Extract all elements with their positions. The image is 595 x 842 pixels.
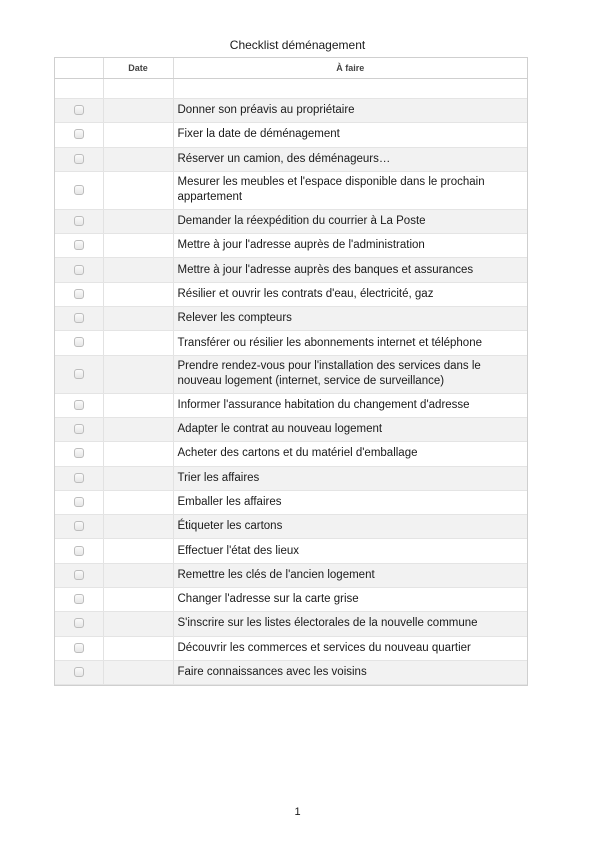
checkbox-cell xyxy=(55,490,103,514)
task-checkbox[interactable] xyxy=(74,240,84,250)
task-checkbox[interactable] xyxy=(74,667,84,677)
checkbox-cell xyxy=(55,234,103,258)
document-title: Checklist déménagement xyxy=(229,38,366,52)
task-checkbox[interactable] xyxy=(74,497,84,507)
task-checkbox[interactable] xyxy=(74,154,84,164)
task-checkbox[interactable] xyxy=(74,618,84,628)
task-cell: Mesurer les meubles et l'espace disponible dans le prochain appartement xyxy=(173,171,527,209)
table-row xyxy=(55,99,527,123)
task-cell: Relever les compteurs xyxy=(173,307,527,331)
task-checkbox[interactable] xyxy=(74,448,84,458)
table-row xyxy=(55,442,527,466)
task-cell: Remettre les clés de l'ancien logement xyxy=(173,563,527,587)
date-cell[interactable] xyxy=(103,171,173,209)
task-cell: Trier les affaires xyxy=(173,466,527,490)
table-row xyxy=(55,466,527,490)
date-cell[interactable] xyxy=(103,234,173,258)
table-row xyxy=(55,209,527,233)
checklist-table-container xyxy=(54,57,528,686)
table-row xyxy=(55,258,527,282)
date-cell[interactable] xyxy=(103,466,173,490)
checkbox-cell xyxy=(55,612,103,636)
empty-row xyxy=(55,79,527,99)
task-checkbox[interactable] xyxy=(74,473,84,483)
task-checkbox[interactable] xyxy=(74,289,84,299)
task-checkbox[interactable] xyxy=(74,424,84,434)
empty-cell xyxy=(55,79,103,99)
date-cell[interactable] xyxy=(103,588,173,612)
task-checkbox[interactable] xyxy=(74,369,84,379)
checkbox-cell xyxy=(55,539,103,563)
checkbox-cell xyxy=(55,515,103,539)
task-checkbox[interactable] xyxy=(74,521,84,531)
checkbox-cell xyxy=(55,563,103,587)
table-row xyxy=(55,515,527,539)
table-row xyxy=(55,123,527,147)
checkbox-cell xyxy=(55,282,103,306)
table-row xyxy=(55,612,527,636)
task-cell: Mettre à jour l'adresse auprès de l'administration xyxy=(173,234,527,258)
task-cell: Découvrir les commerces et services du nouveau quartier xyxy=(173,636,527,660)
task-cell: Transférer ou résilier les abonnements internet et téléphone xyxy=(173,331,527,355)
task-cell: Adapter le contrat au nouveau logement xyxy=(173,417,527,441)
table-row xyxy=(55,563,527,587)
task-cell: Informer l'assurance habitation du changement d'adresse xyxy=(173,393,527,417)
task-checkbox[interactable] xyxy=(74,105,84,115)
checkbox-cell xyxy=(55,660,103,684)
checkbox-cell xyxy=(55,123,103,147)
date-cell[interactable] xyxy=(103,147,173,171)
checkbox-cell xyxy=(55,258,103,282)
column-header-date: Date xyxy=(103,58,173,79)
task-cell: S'inscrire sur les listes électorales de la nouvelle commune xyxy=(173,612,527,636)
checkbox-cell xyxy=(55,417,103,441)
task-checkbox[interactable] xyxy=(74,400,84,410)
page-number: 1 xyxy=(294,806,301,818)
column-header-task: À faire xyxy=(173,58,527,79)
date-cell[interactable] xyxy=(103,209,173,233)
task-checkbox[interactable] xyxy=(74,337,84,347)
task-checkbox[interactable] xyxy=(74,546,84,556)
checkbox-cell xyxy=(55,307,103,331)
task-cell: Réserver un camion, des déménageurs… xyxy=(173,147,527,171)
table-row xyxy=(55,355,527,393)
checklist-body xyxy=(55,79,527,685)
task-cell: Faire connaissances avec les voisins xyxy=(173,660,527,684)
task-checkbox[interactable] xyxy=(74,594,84,604)
checkbox-cell xyxy=(55,331,103,355)
date-cell[interactable] xyxy=(103,539,173,563)
task-checkbox[interactable] xyxy=(74,216,84,226)
date-cell[interactable] xyxy=(103,636,173,660)
date-cell[interactable] xyxy=(103,515,173,539)
task-cell: Acheter des cartons et du matériel d'emballage xyxy=(173,442,527,466)
task-cell: Effectuer l'état des lieux xyxy=(173,539,527,563)
checkbox-cell xyxy=(55,588,103,612)
date-cell[interactable] xyxy=(103,307,173,331)
date-cell[interactable] xyxy=(103,99,173,123)
date-cell[interactable] xyxy=(103,563,173,587)
column-header-check xyxy=(55,58,103,79)
empty-cell xyxy=(173,79,527,99)
task-checkbox[interactable] xyxy=(74,265,84,275)
task-checkbox[interactable] xyxy=(74,129,84,139)
date-cell[interactable] xyxy=(103,393,173,417)
checkbox-cell xyxy=(55,99,103,123)
table-row xyxy=(55,393,527,417)
date-cell[interactable] xyxy=(103,355,173,393)
date-cell[interactable] xyxy=(103,258,173,282)
checkbox-cell xyxy=(55,636,103,660)
task-cell: Changer l'adresse sur la carte grise xyxy=(173,588,527,612)
task-checkbox[interactable] xyxy=(74,313,84,323)
task-checkbox[interactable] xyxy=(74,643,84,653)
checkbox-cell xyxy=(55,466,103,490)
table-row xyxy=(55,490,527,514)
checkbox-cell xyxy=(55,355,103,393)
date-cell[interactable] xyxy=(103,282,173,306)
table-row xyxy=(55,588,527,612)
task-cell: Fixer la date de déménagement xyxy=(173,123,527,147)
task-cell: Emballer les affaires xyxy=(173,490,527,514)
table-row xyxy=(55,171,527,209)
task-checkbox[interactable] xyxy=(74,570,84,580)
task-cell: Résilier et ouvrir les contrats d'eau, électricité, gaz xyxy=(173,282,527,306)
date-cell[interactable] xyxy=(103,331,173,355)
table-row xyxy=(55,307,527,331)
checklist-table xyxy=(55,58,527,685)
checkbox-cell xyxy=(55,171,103,209)
task-cell: Donner son préavis au propriétaire xyxy=(173,99,527,123)
table-row xyxy=(55,417,527,441)
date-cell[interactable] xyxy=(103,123,173,147)
date-cell[interactable] xyxy=(103,612,173,636)
task-cell: Prendre rendez-vous pour l'installation des services dans le nouveau logement (internet, service de surveillance) xyxy=(173,355,527,393)
table-row xyxy=(55,539,527,563)
table-row xyxy=(55,331,527,355)
task-cell: Demander la réexpédition du courrier à La Poste xyxy=(173,209,527,233)
date-cell[interactable] xyxy=(103,442,173,466)
table-row xyxy=(55,636,527,660)
header-row xyxy=(55,58,527,79)
table-row xyxy=(55,147,527,171)
task-checkbox[interactable] xyxy=(74,185,84,195)
empty-cell xyxy=(103,79,173,99)
table-row xyxy=(55,282,527,306)
checkbox-cell xyxy=(55,442,103,466)
task-cell: Mettre à jour l'adresse auprès des banques et assurances xyxy=(173,258,527,282)
checkbox-cell xyxy=(55,147,103,171)
task-cell: Étiqueter les cartons xyxy=(173,515,527,539)
checkbox-cell xyxy=(55,209,103,233)
table-row xyxy=(55,660,527,684)
date-cell[interactable] xyxy=(103,490,173,514)
date-cell[interactable] xyxy=(103,660,173,684)
date-cell[interactable] xyxy=(103,417,173,441)
table-row xyxy=(55,234,527,258)
checkbox-cell xyxy=(55,393,103,417)
